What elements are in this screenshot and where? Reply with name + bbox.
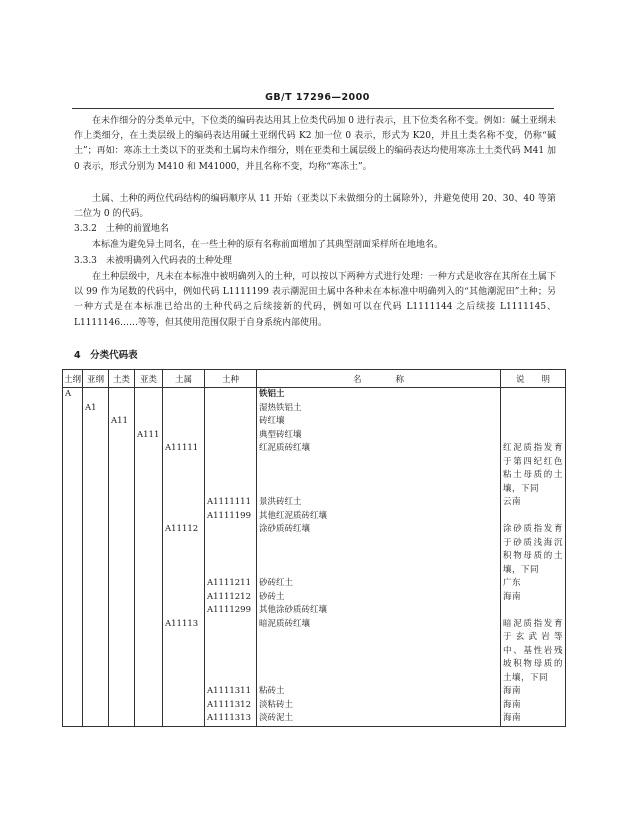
cell-subgroup-code bbox=[135, 496, 163, 510]
cell-family-code bbox=[163, 415, 205, 429]
cell-subgroup-code bbox=[135, 591, 163, 605]
cell-name: 景洪砖红土 bbox=[257, 496, 501, 510]
cell-name: 铁铝土 bbox=[257, 388, 501, 402]
cell-species-code: A1111312 bbox=[205, 699, 257, 713]
cell-group-code bbox=[109, 388, 135, 402]
cell-order-code bbox=[63, 496, 83, 510]
cell-order-code bbox=[63, 510, 83, 524]
cell-species-code: A1111211 bbox=[205, 577, 257, 591]
cell-group-code bbox=[109, 604, 135, 618]
cell-suborder-code bbox=[83, 388, 109, 402]
cell-order-code bbox=[63, 429, 83, 443]
cell-order-code bbox=[63, 712, 83, 726]
table-row bbox=[63, 496, 566, 510]
cell-name: 红泥质砖红壤 bbox=[257, 442, 501, 496]
table-body bbox=[63, 388, 566, 727]
col-header-subgroup: 亚类 bbox=[135, 370, 163, 388]
classification-code-table bbox=[62, 369, 566, 727]
cell-subgroup-code: A111 bbox=[135, 429, 163, 443]
cell-name: 湿热铁铝土 bbox=[257, 402, 501, 416]
cell-family-code bbox=[163, 685, 205, 699]
cell-group-code bbox=[109, 577, 135, 591]
cell-family-code bbox=[163, 496, 205, 510]
section-4-heading: 4 分类代码表 bbox=[74, 350, 138, 361]
heading-3-3-3: 3.3.3 未被明确列入代码表的土种处理 bbox=[74, 256, 232, 266]
cell-suborder-code bbox=[83, 577, 109, 591]
cell-suborder-code bbox=[83, 496, 109, 510]
cell-group-code: A11 bbox=[109, 415, 135, 429]
cell-suborder-code bbox=[83, 591, 109, 605]
cell-order-code bbox=[63, 618, 83, 686]
col-header-name: 名 称 bbox=[257, 370, 501, 388]
cell-name: 其他红泥质砖红壤 bbox=[257, 510, 501, 524]
table-row bbox=[63, 415, 566, 429]
cell-order-code bbox=[63, 402, 83, 416]
table-row bbox=[63, 523, 566, 577]
cell-name: 淡砖泥土 bbox=[257, 712, 501, 726]
cell-family-code bbox=[163, 510, 205, 524]
cell-suborder-code bbox=[83, 523, 109, 577]
table-header-row bbox=[63, 370, 566, 388]
table-row bbox=[63, 388, 566, 402]
cell-subgroup-code bbox=[135, 712, 163, 726]
cell-subgroup-code bbox=[135, 442, 163, 496]
cell-family-code: A11113 bbox=[163, 618, 205, 686]
cell-subgroup-code bbox=[135, 577, 163, 591]
cell-group-code bbox=[109, 523, 135, 577]
cell-group-code bbox=[109, 442, 135, 496]
cell-note: 涂砂质指发育于砂质浅海沉积物母质的土壤，下同 bbox=[501, 523, 566, 577]
cell-suborder-code bbox=[83, 618, 109, 686]
table-row bbox=[63, 618, 566, 686]
cell-note bbox=[501, 415, 566, 429]
cell-family-code: A11111 bbox=[163, 442, 205, 496]
cell-family-code bbox=[163, 577, 205, 591]
cell-species-code bbox=[205, 388, 257, 402]
cell-name: 砖红壤 bbox=[257, 415, 501, 429]
cell-suborder-code: A1 bbox=[83, 402, 109, 416]
table-row bbox=[63, 699, 566, 713]
heading-3-3-2: 3.3.2 土种的前置地名 bbox=[74, 224, 169, 234]
cell-name: 淡粘砖土 bbox=[257, 699, 501, 713]
cell-note: 海南 bbox=[501, 699, 566, 713]
table-row bbox=[63, 591, 566, 605]
cell-species-code: A1111299 bbox=[205, 604, 257, 618]
cell-group-code bbox=[109, 699, 135, 713]
table-row bbox=[63, 604, 566, 618]
cell-species-code bbox=[205, 402, 257, 416]
cell-name: 暗泥质砖红壤 bbox=[257, 618, 501, 686]
cell-name: 砂砖红土 bbox=[257, 577, 501, 591]
header-rule bbox=[72, 108, 554, 109]
cell-species-code bbox=[205, 618, 257, 686]
table-row bbox=[63, 402, 566, 416]
cell-order-code: A bbox=[63, 388, 83, 402]
table-row bbox=[63, 712, 566, 726]
cell-name: 砂砖土 bbox=[257, 591, 501, 605]
cell-subgroup-code bbox=[135, 685, 163, 699]
cell-species-code: A1111199 bbox=[205, 510, 257, 524]
table-row bbox=[63, 685, 566, 699]
cell-family-code bbox=[163, 699, 205, 713]
cell-order-code bbox=[63, 604, 83, 618]
cell-note bbox=[501, 388, 566, 402]
cell-order-code bbox=[63, 577, 83, 591]
cell-subgroup-code bbox=[135, 604, 163, 618]
cell-group-code bbox=[109, 591, 135, 605]
cell-species-code: A1111313 bbox=[205, 712, 257, 726]
table-row bbox=[63, 510, 566, 524]
cell-note: 海南 bbox=[501, 712, 566, 726]
cell-species-code bbox=[205, 415, 257, 429]
cell-note bbox=[501, 429, 566, 443]
cell-name: 典型砖红壤 bbox=[257, 429, 501, 443]
cell-family-code bbox=[163, 402, 205, 416]
cell-suborder-code bbox=[83, 685, 109, 699]
paragraph-unlisted-species: 在土种层级中，凡未在本标准中被明确列入的土种，可以按以下两种方式进行处理：一种方式是收容在其所在土属下以 99 作为尾数的代码中，例如代码 L1111199 表示潮泥田土属中各种未在本标准中明确列入的“其他潮泥田”土种；另一种方式是在本标准已给出的土种代码之后续接新的代码，例如可以在代码 L1111144 之后续接 L1111145、L1111146……等等，但其使用范围仅限于自身系统内部使用。 bbox=[74, 272, 556, 328]
cell-group-code bbox=[109, 429, 135, 443]
cell-species-code: A1111311 bbox=[205, 685, 257, 699]
col-header-suborder: 亚纲 bbox=[83, 370, 109, 388]
cell-note: 广东 bbox=[501, 577, 566, 591]
cell-species-code bbox=[205, 523, 257, 577]
cell-name: 其他涂砂质砖红壤 bbox=[257, 604, 501, 618]
paragraph-code-order: 土属、土种的两位代码结构的编码顺序从 11 开始（亚类以下未做细分的土属除外），并避免使用 20、30、40 等第二位为 0 的代码。 bbox=[74, 194, 556, 220]
cell-family-code: A11112 bbox=[163, 523, 205, 577]
cell-subgroup-code bbox=[135, 388, 163, 402]
cell-order-code bbox=[63, 699, 83, 713]
cell-suborder-code bbox=[83, 442, 109, 496]
cell-order-code bbox=[63, 591, 83, 605]
cell-suborder-code bbox=[83, 712, 109, 726]
table-row bbox=[63, 442, 566, 496]
cell-note bbox=[501, 402, 566, 416]
cell-subgroup-code bbox=[135, 699, 163, 713]
cell-family-code bbox=[163, 604, 205, 618]
cell-family-code bbox=[163, 429, 205, 443]
col-header-group: 土类 bbox=[109, 370, 135, 388]
cell-name: 粘砖土 bbox=[257, 685, 501, 699]
cell-order-code bbox=[63, 523, 83, 577]
cell-note: 暗泥质指发育于玄武岩等中、基性岩残坡积物母质的土壤，下同 bbox=[501, 618, 566, 686]
col-header-family: 土属 bbox=[163, 370, 205, 388]
cell-group-code bbox=[109, 496, 135, 510]
cell-suborder-code bbox=[83, 415, 109, 429]
cell-group-code bbox=[109, 510, 135, 524]
cell-name: 涂砂质砖红壤 bbox=[257, 523, 501, 577]
cell-note: 云南 bbox=[501, 496, 566, 510]
cell-group-code bbox=[109, 402, 135, 416]
cell-subgroup-code bbox=[135, 618, 163, 686]
cell-species-code bbox=[205, 442, 257, 496]
paragraph-place-names: 本标准为避免异土同名，在一些土种的原有名称前面增加了其典型剖面采样所在地地名。 bbox=[92, 240, 444, 250]
cell-order-code bbox=[63, 685, 83, 699]
cell-species-code bbox=[205, 429, 257, 443]
paragraph-subdivision: 在未作细分的分类单元中，下位类的编码表达用其上位类代码加 0 进行表示，且下位类名称不变。例如：碱土亚纲未作上类细分，在土类层级上的编码表达用碱土亚纲代码 K2 加一位 0 表示，形式为 K20，并且土类名称不变，仍称“碱土”；再如：寒冻土土类以下的亚类和土属均未作细分，则在亚类和土属层级上的编码表达均使用寒冻土土类代码 M41 加 0 表示，形式分别为 M410 和 M41000，并且名称不变，均称“寒冻土”。 bbox=[74, 116, 556, 172]
cell-family-code bbox=[163, 591, 205, 605]
cell-family-code bbox=[163, 712, 205, 726]
page-header: GB/T 17296—2000 bbox=[265, 92, 370, 103]
cell-suborder-code bbox=[83, 429, 109, 443]
col-header-notes: 说 明 bbox=[501, 370, 566, 388]
cell-suborder-code bbox=[83, 510, 109, 524]
cell-species-code: A1111111 bbox=[205, 496, 257, 510]
cell-subgroup-code bbox=[135, 510, 163, 524]
table-row bbox=[63, 577, 566, 591]
cell-group-code bbox=[109, 618, 135, 686]
cell-family-code bbox=[163, 388, 205, 402]
cell-note: 海南 bbox=[501, 685, 566, 699]
table-row bbox=[63, 429, 566, 443]
cell-note: 海南 bbox=[501, 591, 566, 605]
col-header-species: 土种 bbox=[205, 370, 257, 388]
cell-note: 红泥质指发育于第四纪红色粘土母质的土壤，下同 bbox=[501, 442, 566, 496]
cell-note bbox=[501, 604, 566, 618]
cell-subgroup-code bbox=[135, 402, 163, 416]
col-header-order: 土纲 bbox=[63, 370, 83, 388]
cell-order-code bbox=[63, 442, 83, 496]
cell-group-code bbox=[109, 712, 135, 726]
cell-species-code: A1111212 bbox=[205, 591, 257, 605]
cell-suborder-code bbox=[83, 604, 109, 618]
cell-suborder-code bbox=[83, 699, 109, 713]
cell-group-code bbox=[109, 685, 135, 699]
cell-subgroup-code bbox=[135, 415, 163, 429]
cell-note bbox=[501, 510, 566, 524]
cell-subgroup-code bbox=[135, 523, 163, 577]
cell-order-code bbox=[63, 415, 83, 429]
